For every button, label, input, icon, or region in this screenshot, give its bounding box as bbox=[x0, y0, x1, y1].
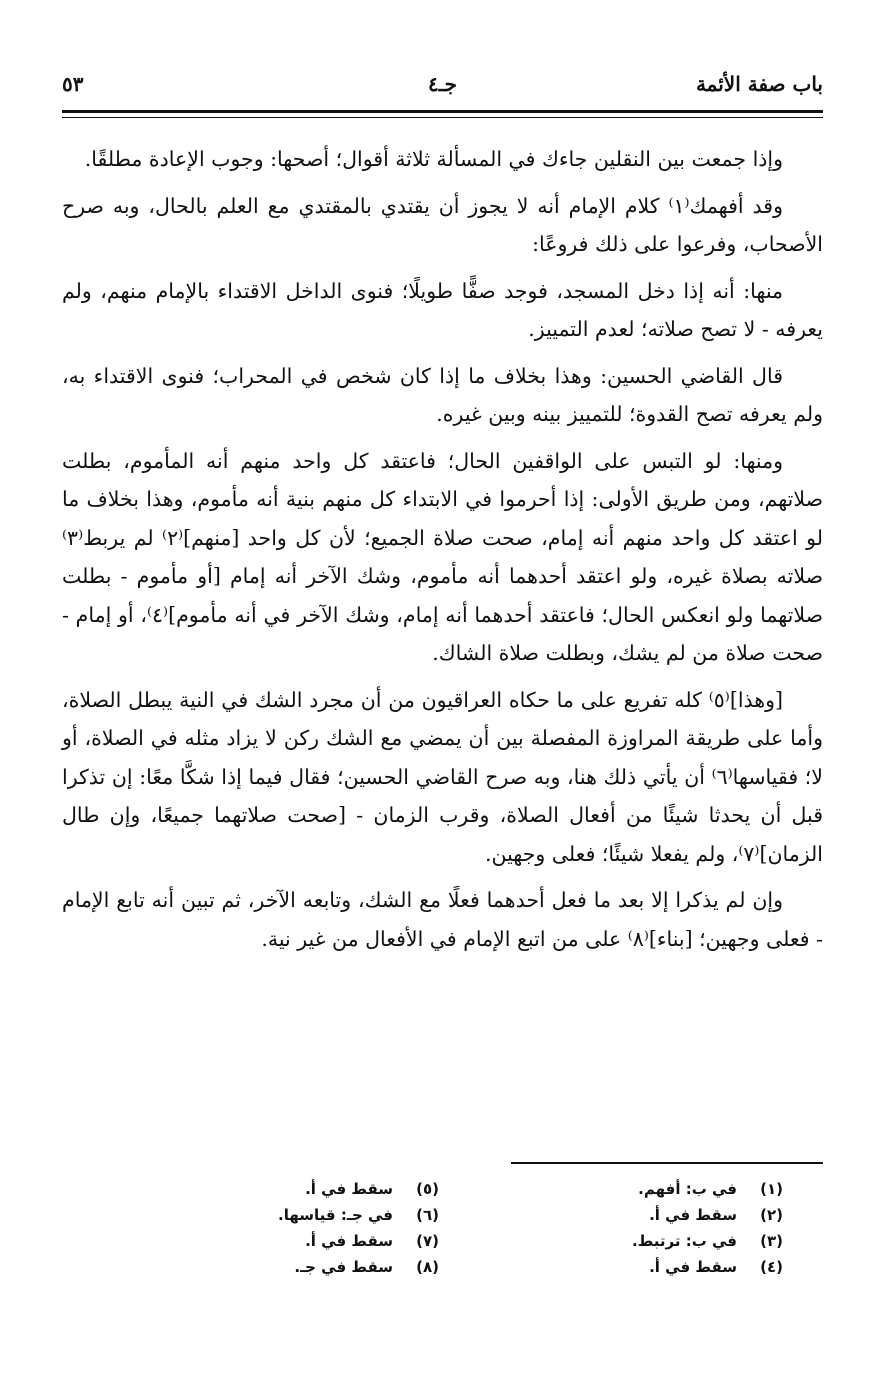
paragraph: وإذا جمعت بين النقلين جاءك في المسألة ثلاثة أقوال؛ أصحها: وجوب الإعادة مطلقًا. bbox=[84, 147, 783, 171]
footnote-number: (٥) bbox=[416, 1180, 439, 1198]
footnote-text: سقط في أ. bbox=[649, 1206, 737, 1224]
chapter-title: باب صفة الأئمة bbox=[695, 72, 823, 96]
footnote-text: في ب: أفهم. bbox=[638, 1180, 737, 1198]
paragraph: وإن لم يذكرا إلا بعد ما فعل أحدهما فعلًا مع الشك، وتابعه الآخر، ثم تبين أنه تابع الإمام - فعلى وجهين؛ [بناء]⁽٨⁾ على من اتبع الإمام في الأفعال من غير نية. bbox=[62, 888, 823, 951]
footnote-number: (٢) bbox=[760, 1206, 783, 1224]
page-header bbox=[62, 72, 823, 108]
footnote-item bbox=[453, 1176, 783, 1202]
footnote-text: في ب: ترتبط. bbox=[632, 1232, 737, 1250]
header-rule-thick bbox=[62, 110, 823, 113]
footnote-item bbox=[453, 1202, 783, 1228]
footnote-text: في جـ: قياسها. bbox=[278, 1206, 393, 1224]
footnote-number: (٤) bbox=[760, 1258, 783, 1276]
paragraph: ومنها: لو التبس على الواقفين الحال؛ فاعتقد كل واحد منهم أنه المأموم، بطلت صلاتهم، ومن طريق الأولى: إذا أحرموا في الابتداء كل منهم بنية أنه مأموم، وهذا بخلاف ما لو اعتقد كل واحد منهم أنه إمام، صحت صلاة الجميع؛ لأن كل واحد [منهم]⁽٢⁾ لم يربط⁽٣⁾ صلاته بصلاة غيره، ولو اعتقد أحدهما أنه مأموم، وشك الآخر أنه إمام [أو مأموم - بطلت صلاتهما ولو انعكس الحال؛ فاعتقد أحدهما أنه إمام، وشك الآخر في أنه مأموم]⁽٤⁾، أو إمام - صحت صلاة من لم يشك، وبطلت صلاة الشاك. bbox=[62, 448, 823, 665]
footnote-item bbox=[109, 1176, 439, 1202]
footnote-item bbox=[109, 1202, 439, 1228]
footnotes-right-column bbox=[453, 1176, 783, 1280]
footnote-text: سقط في أ. bbox=[649, 1258, 737, 1276]
footnote-separator bbox=[511, 1162, 823, 1164]
footnote-number: (١) bbox=[760, 1180, 783, 1198]
header-rule-thin bbox=[62, 117, 823, 118]
footnote-item bbox=[453, 1254, 783, 1280]
paragraph: [وهذا]⁽٥⁾ كله تفريع على ما حكاه العراقيون من أن مجرد الشك في النية يبطل الصلاة، وأما على طريقة المراوزة المفصلة بين أن يمضي مع الشك ركن لا يزاد مثله في الصلاة، أو لا؛ فقياسها⁽٦⁾ أن يأتي ذلك هنا، وبه صرح القاضي الحسين؛ فقال فيما إذا شكَّا معًا: إن تذكرا قبل أن يحدثا شيئًا من أفعال الصلاة، وقرب الزمان - [صحت صلاتهما جميعًا، وإن طال الزمان]⁽٧⁾، ولم يفعلا شيئًا؛ فعلى وجهين. bbox=[62, 687, 823, 866]
footnote-text: سقط في جـ. bbox=[294, 1258, 393, 1276]
footnotes-left-column bbox=[109, 1176, 439, 1280]
main-text bbox=[62, 140, 823, 966]
footnote-item bbox=[453, 1228, 783, 1254]
paragraph: وقد أفهمك⁽١⁾ كلام الإمام أنه لا يجوز أن يقتدي بالمقتدي مع العلم بالحال، وبه صرح الأصحاب، وفرعوا على ذلك فروعًا: bbox=[62, 193, 823, 256]
footnote-number: (٧) bbox=[416, 1232, 439, 1250]
footnote-item bbox=[109, 1254, 439, 1280]
footnote-text: سقط في أ. bbox=[305, 1180, 393, 1198]
footnote-item bbox=[109, 1228, 439, 1254]
volume-label: جـ٤ bbox=[428, 72, 457, 96]
footnote-text: سقط في أ. bbox=[305, 1232, 393, 1250]
footnote-number: (٦) bbox=[416, 1206, 439, 1224]
paragraph: منها: أنه إذا دخل المسجد، فوجد صفًّا طويلًا؛ فنوى الداخل الاقتداء بالإمام منهم، ولم يعرفه - لا تصح صلاته؛ لعدم التمييز. bbox=[62, 278, 823, 341]
footnote-number: (٨) bbox=[416, 1258, 439, 1276]
page-number: ٥٣ bbox=[62, 72, 84, 96]
footnote-number: (٣) bbox=[760, 1232, 783, 1250]
paragraph: قال القاضي الحسين: وهذا بخلاف ما إذا كان شخص في المحراب؛ فنوى الاقتداء به، ولم يعرفه تصح القدوة؛ للتمييز بينه وبين غيره. bbox=[62, 363, 823, 426]
